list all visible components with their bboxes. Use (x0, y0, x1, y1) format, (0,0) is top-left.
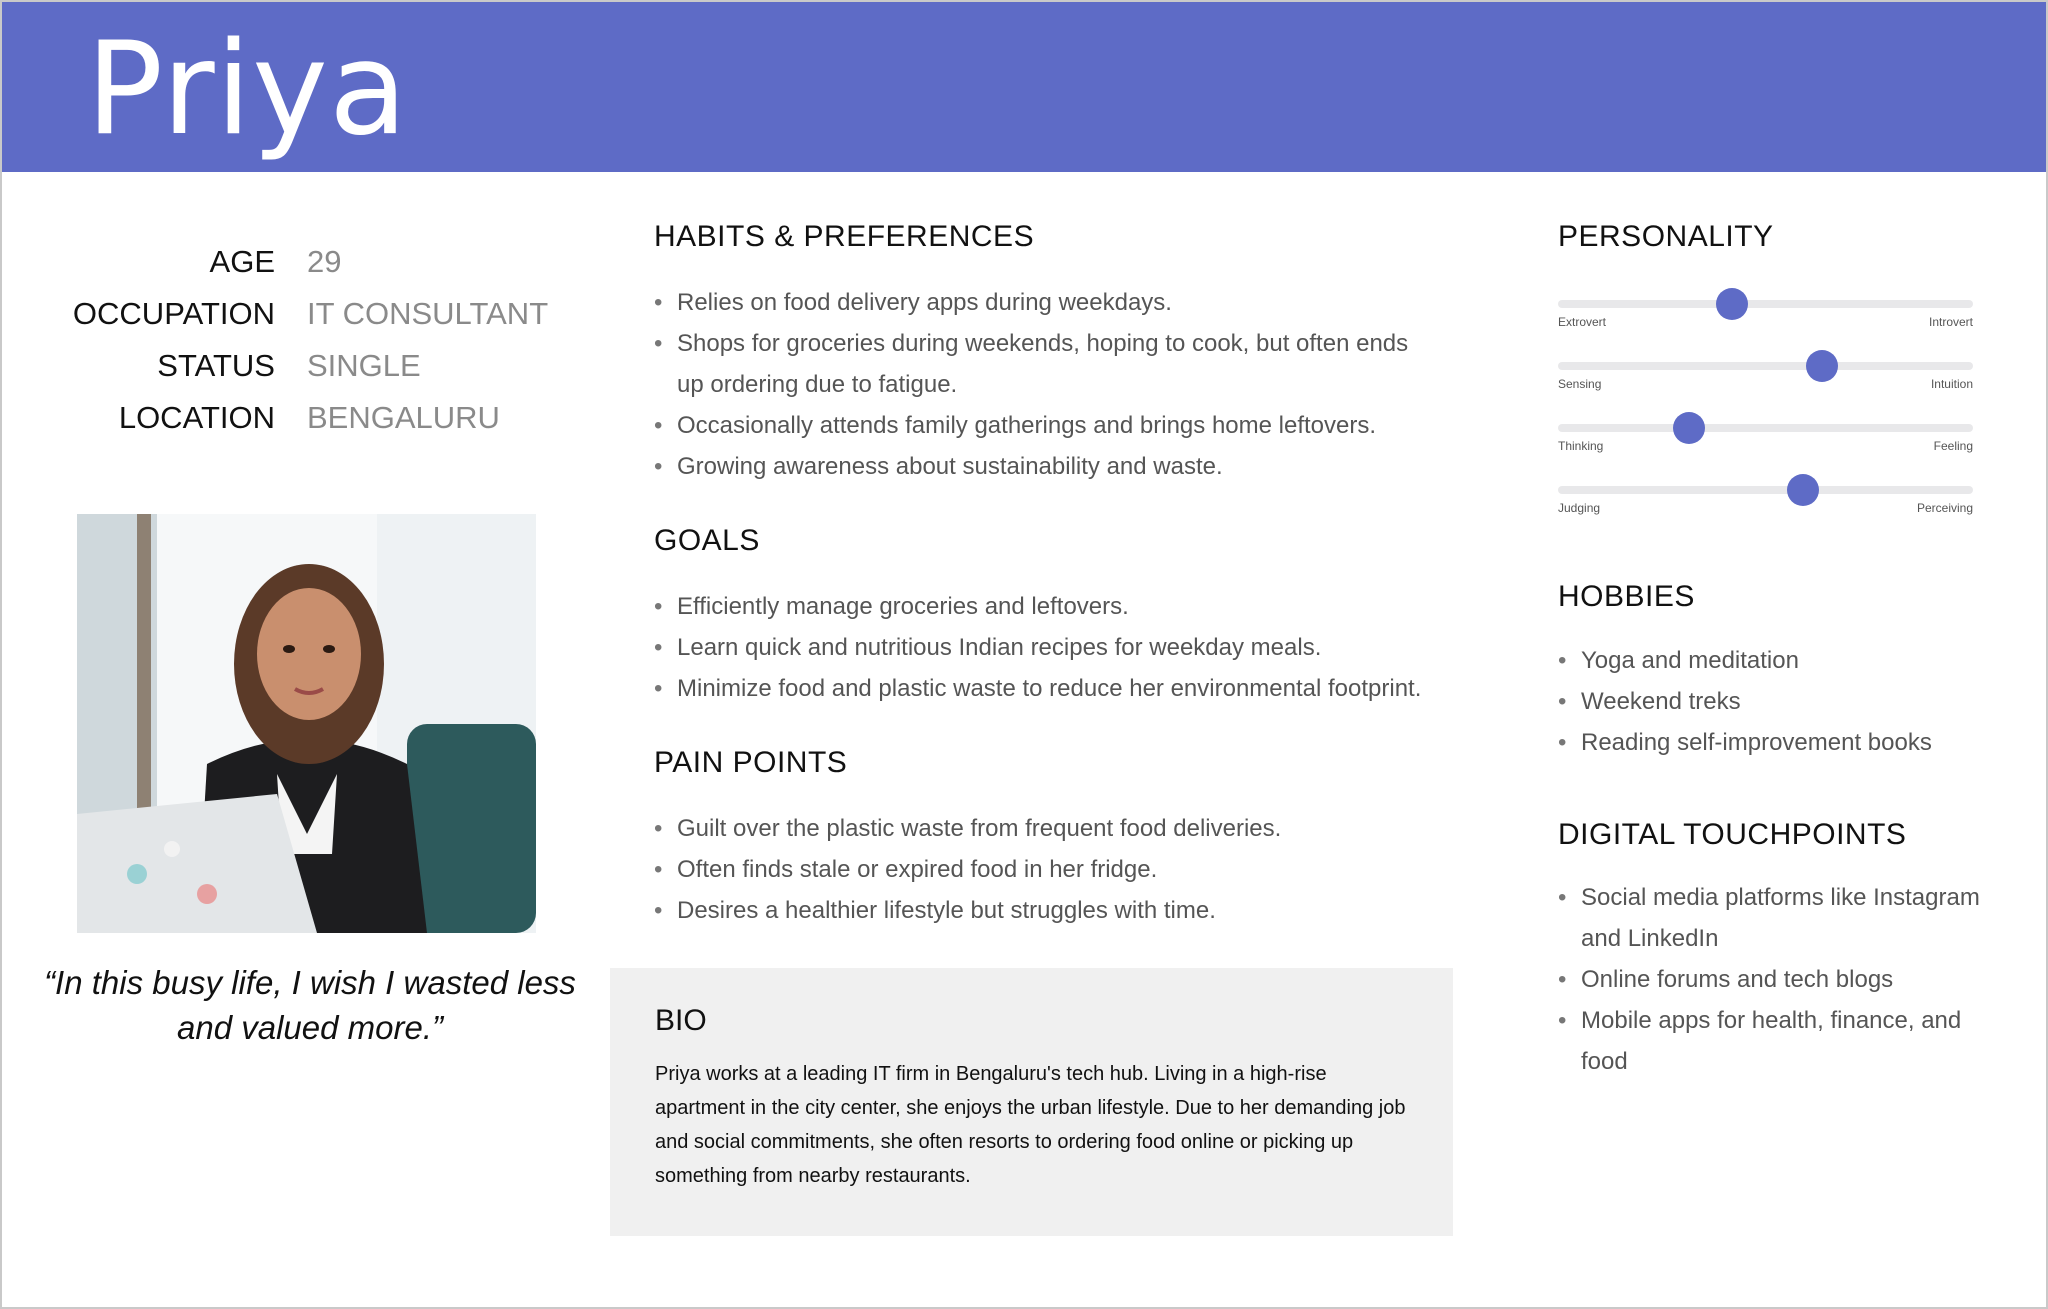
slider-track (1558, 362, 1973, 370)
status-label: STATUS (157, 348, 275, 383)
persona-name: Priya (86, 15, 409, 164)
slider-knob (1806, 350, 1838, 382)
list-item: • Desires a healthier lifestyle but struggles with time. (654, 890, 1474, 931)
list-item: • Social media platforms like Instagram and LinkedIn (1558, 877, 2003, 959)
digital-touchpoints-title: DIGITAL TOUCHPOINTS (1558, 818, 1907, 851)
status-value: SINGLE (307, 348, 421, 383)
goals-list (654, 586, 1514, 709)
slider-track (1558, 424, 1973, 432)
occupation-label: OCCUPATION (72, 296, 275, 331)
age-label: AGE (209, 244, 275, 279)
personality-slider-sensing-intuition (1558, 354, 1973, 394)
slider-track (1558, 300, 1973, 308)
list-item: • Learn quick and nutritious Indian recipes for weekday meals. (654, 627, 1514, 668)
list-item: • Guilt over the plastic waste from frequent food deliveries. (654, 808, 1474, 849)
slider-knob (1716, 288, 1748, 320)
goals-title: GOALS (654, 524, 760, 557)
slider-right-label: Feeling (1933, 439, 1973, 453)
list-item: • Weekend treks (1558, 681, 2018, 722)
location-label: LOCATION (118, 400, 275, 435)
habits-title: HABITS & PREFERENCES (654, 220, 1035, 253)
personality-slider-thinking-feeling (1558, 416, 1973, 456)
pain-points-title: PAIN POINTS (654, 746, 848, 779)
list-item: • Relies on food delivery apps during weekdays. (654, 282, 1474, 323)
list-item: • Shops for groceries during weekends, hoping to cook, but often ends up ordering due to fatigue. (654, 323, 1434, 405)
slider-track (1558, 486, 1973, 494)
personality-title: PERSONALITY (1558, 220, 1774, 253)
slider-left-label: Judging (1558, 501, 1601, 515)
list-item: • Often finds stale or expired food in her fridge. (654, 849, 1474, 890)
list-item: • Online forums and tech blogs (1558, 959, 2003, 1000)
personality-slider-judging-perceiving (1558, 478, 1973, 518)
list-item: • Reading self-improvement books (1558, 722, 2018, 763)
occupation-value: IT CONSULTANT (307, 296, 549, 331)
persona-quote: “In this busy life, I wish I wasted less and valued more.” (44, 964, 576, 1046)
slider-left-label: Sensing (1558, 377, 1602, 391)
slider-knob (1787, 474, 1819, 506)
slider-left-label: Extrovert (1558, 315, 1607, 329)
habits-list (654, 282, 1474, 487)
pain-points-list (654, 808, 1474, 931)
bio-panel (610, 968, 1453, 1236)
slider-right-label: Perceiving (1916, 501, 1973, 515)
list-item: • Occasionally attends family gatherings and brings home leftovers. (654, 405, 1474, 446)
header-banner (2, 2, 2046, 172)
list-item: • Growing awareness about sustainability and waste. (654, 446, 1474, 487)
location-value: BENGALURU (307, 400, 500, 435)
hobbies-list (1558, 640, 2018, 763)
list-item: • Efficiently manage groceries and leftovers. (654, 586, 1514, 627)
list-item: • Yoga and meditation (1558, 640, 2018, 681)
bio-text: Priya works at a leading IT firm in Bengaluru's tech hub. Living in a high-rise apartment in the city center, she enjoys the urban lifestyle. Due to her demanding job and social commitments, she often resorts to ordering food online or picking up something from nearby restaurants. (655, 1063, 1406, 1187)
age-value: 29 (307, 244, 342, 279)
list-item: • Minimize food and plastic waste to reduce her environmental footprint. (654, 668, 1514, 709)
slider-left-label: Thinking (1558, 439, 1604, 453)
slider-right-label: Introvert (1928, 315, 1973, 329)
bio-title: BIO (655, 1004, 707, 1037)
persona-photo (77, 514, 536, 933)
list-item: • Mobile apps for health, finance, and food (1558, 1000, 2003, 1082)
hobbies-title: HOBBIES (1558, 580, 1695, 613)
slider-knob (1673, 412, 1705, 444)
digital-touchpoints-list (1558, 877, 2003, 1082)
slider-right-label: Intuition (1930, 377, 1973, 391)
personality-slider-extrovert-introvert (1558, 292, 1973, 332)
